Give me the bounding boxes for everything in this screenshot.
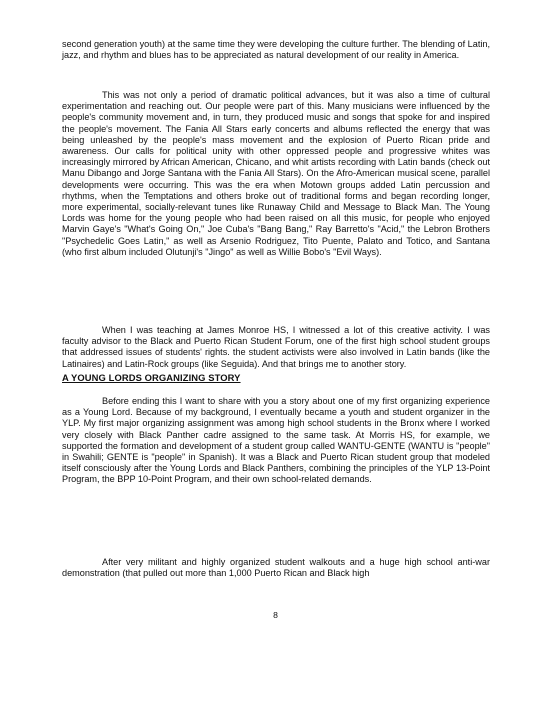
- section-heading: A YOUNG LORDS ORGANIZING STORY: [62, 372, 241, 383]
- paragraph-continuation: second generation youth) at the same time they were developing the culture further. The blending of Latin, jazz, and rhythm and blues has to be appreciated as natural development of our reality in America.: [62, 39, 490, 61]
- paragraph-james-monroe: When I was teaching at James Monroe HS, I witnessed a lot of this creative activity. I was faculty advisor to the Black and Puerto Rican Student Forum, one of the first high school student groups that addressed issues of students' rights. the student activists were also involved in Latin bands (like the Latinaires) and Latin-Rock groups (like Seguida). And that brings me to another story.: [62, 325, 490, 369]
- paragraph-cultural-experimentation: This was not only a period of dramatic political advances, but it was also a time of cultural experimentation and reaching out. Our people were part of this. Many musicians were influenced by the people's community movement and, in turn, they produced music and songs that spoke for and inspired the people's movement. The Fania All Stars early concerts and albums reflected the energy that was being unleashed by the people's mass movement and the explosion of Puerto Rican pride and awareness. Our calls for political unity with other oppressed people and progressive whites was increasingly mirrored by African American, Chicano, and whit artists recording with Latin bands (check out Manu Dibango and Jorge Santana with the Fania All Stars). On the Afro-American musical scene, parallel developments were occurring. This was the era when Motown groups added Latin percussion and rhythms, when the Temptations and others broke out of traditional forms and began recording longer, more experimental, socially-relevant tunes like Runaway Child and Message to Black Man. The Young Lords was home for the young people who had been raised on all this music, for people who enjoyed Marvin Gaye's "What's Going On," Joe Cuba's "Bang Bang," Ray Barretto's "Acid," the Lebron Brothers "Psychedelic Goes Latin," as well as Arsenio Rodriguez, Tito Puente, Palato and Totico, and Santana (who first album included Olutunji's "Jingo" as well as Willie Bobo's "Evil Ways).: [62, 90, 490, 257]
- page-number: 8: [273, 610, 278, 620]
- paragraph-organizing-story: Before ending this I want to share with you a story about one of my first organizing experience as a Young Lord. Because of my background, I eventually became a youth and student organizer in the YLP. My first major organizing assignment was among high school students in the Bronx where I worked very closely with Black Panther cadre assigned to the same task. At Morris HS, for example, we supported the formation and development of a student group called WANTU-GENTE (WANTU is "people" in Swahili; GENTE is "people" in Spanish). It was a Black and Puerto Rican student group that modeled itself consciously after the Young Lords and Black Panthers, combining the principles of the YLP 13-Point Program, the BPP 10-Point Program, and their own school-related demands.: [62, 396, 490, 485]
- paragraph-walkouts: After very militant and highly organized student walkouts and a huge high school anti-war demonstration (that pulled out more than 1,000 Puerto Rican and Black high: [62, 557, 490, 579]
